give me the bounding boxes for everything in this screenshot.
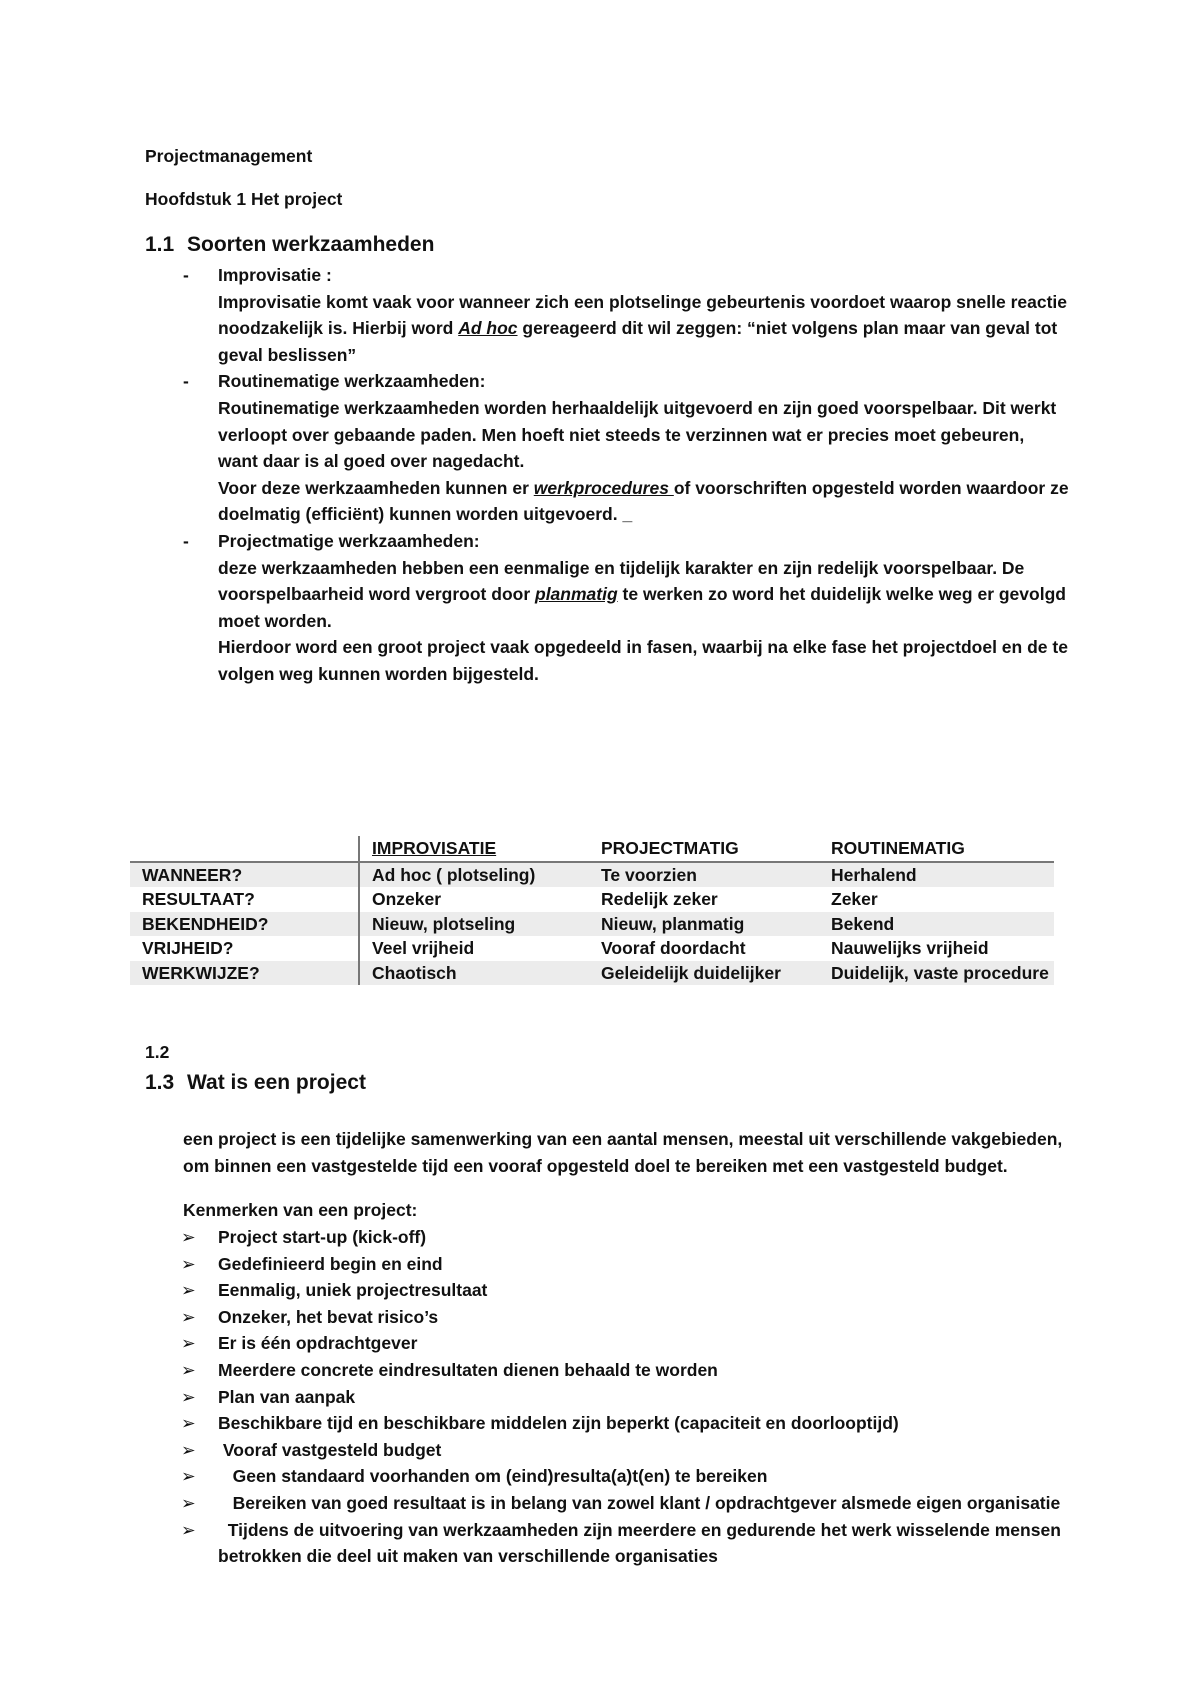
work-type-text-line <box>218 661 1073 688</box>
project-definition <box>183 1126 1073 1179</box>
characteristic-text: Gedefinieerd begin en eind <box>218 1253 443 1274</box>
table-cell: Vooraf doordacht <box>601 938 746 958</box>
section-1-3-heading <box>145 1071 366 1095</box>
row-label-cell: BEKENDHEID? <box>130 912 359 937</box>
characteristic-item <box>0 1277 1073 1304</box>
header-label: IMPROVISATIE <box>372 838 497 858</box>
arrow-bullet-icon: ➢ <box>181 1386 196 1407</box>
text-run: Improvisatie komt vaak voor wanneer zich een plotselinge gebeurtenis voordoet waarop snelle reactie <box>218 291 1068 312</box>
header-label: ROUTINEMATIG <box>831 838 965 858</box>
table-cell: Nieuw, plotseling <box>359 912 589 937</box>
table-header-cell <box>589 836 819 862</box>
arrow-bullet-icon: ➢ <box>181 1306 196 1327</box>
characteristics-title: Kenmerken van een project: <box>183 1200 418 1220</box>
characteristic-item <box>0 1357 1073 1384</box>
comparison-table <box>130 836 1054 985</box>
section-number: 1.1 <box>145 233 175 256</box>
characteristic-item <box>0 1517 1073 1570</box>
characteristic-item <box>0 1251 1073 1278</box>
table-cell: Nauwelijks vrijheid <box>831 938 989 958</box>
text-run: moet worden. <box>218 610 332 631</box>
table-cell: Duidelijk, vaste procedure <box>819 961 1054 986</box>
arrow-bullet-icon: ➢ <box>181 1413 196 1434</box>
characteristic-item <box>0 1224 1073 1251</box>
work-type-text-line <box>218 501 1073 528</box>
text-run: doelmatig (efficiënt) kunnen worden uitgevoerd. _ <box>218 504 633 525</box>
table-header-cell <box>130 836 359 862</box>
arrow-bullet-icon: ➢ <box>181 1227 196 1247</box>
arrow-bullet-icon: ➢ <box>181 1359 196 1380</box>
document-title: Projectmanagement <box>145 146 313 166</box>
table-cell: Nieuw, planmatig <box>589 912 819 937</box>
work-type-item <box>0 262 1073 368</box>
table-cell: Geleidelijk duidelijker <box>589 961 819 986</box>
text-run: te werken zo word het duidelijk welke weg er gevolgd <box>617 584 1066 605</box>
list-dash: - <box>183 371 189 392</box>
work-type-title: Projectmatige werkzaamheden: <box>218 530 480 551</box>
characteristic-text: Bereiken van goed resultaat is in belang van zowel klant / opdrachtgever alsmede eigen organisatie <box>218 1492 1061 1513</box>
work-type-item <box>0 528 1073 688</box>
row-label-cell: RESULTAAT? <box>130 887 359 912</box>
text-run: of voorschriften opgesteld worden waardoor ze <box>673 477 1069 498</box>
work-type-text-line <box>218 342 1073 369</box>
underlined-term: planmatig <box>535 584 618 605</box>
characteristic-item <box>0 1490 1073 1517</box>
text-run: verloopt over gebaande paden. Men hoeft niet steeds te verzinnen wat er precies moet gebeuren, <box>218 424 1025 445</box>
characteristic-text: Beschikbare tijd en beschikbare middelen zijn beperkt (capaciteit en doorlooptijd) <box>218 1413 899 1434</box>
work-type-text-line <box>218 475 1073 502</box>
arrow-bullet-icon: ➢ <box>181 1253 196 1274</box>
characteristic-item <box>0 1463 1073 1490</box>
work-type-text-line <box>218 395 1073 422</box>
row-label-cell: WERKWIJZE? <box>130 961 359 986</box>
text-run: Routinematige werkzaamheden worden herhaaldelijk uitgevoerd en zijn goed voorspelbaar. Dit werkt <box>218 397 1057 418</box>
row-label-cell: VRIJHEID? <box>130 936 359 961</box>
characteristic-item <box>0 1410 1073 1437</box>
arrow-bullet-icon: ➢ <box>181 1492 196 1513</box>
characteristic-item <box>0 1384 1073 1411</box>
underlined-term: werkprocedures <box>533 477 674 498</box>
table-header-row <box>130 836 1054 862</box>
characteristic-text: Project start-up (kick-off) <box>218 1227 427 1247</box>
work-type-title: Routinematige werkzaamheden: <box>218 371 486 392</box>
arrow-bullet-icon: ➢ <box>181 1466 196 1487</box>
row-label-cell: WANNEER? <box>130 862 359 888</box>
text-run: gereageerd dit wil zeggen: “niet volgens plan maar van geval tot <box>517 318 1058 339</box>
work-type-text-line <box>218 315 1073 342</box>
work-type-text-line <box>218 634 1073 661</box>
table-row <box>130 887 1054 912</box>
table-cell: Herhalend <box>819 862 1054 888</box>
characteristics-list <box>0 1224 1073 1570</box>
characteristic-item <box>0 1304 1073 1331</box>
work-type-text-line <box>218 555 1073 582</box>
list-dash: - <box>183 530 189 551</box>
table-header-cell <box>819 836 1054 862</box>
text-run: noodzakelijk is. Hierbij word <box>218 318 459 339</box>
characteristic-text: Vooraf vastgesteld budget <box>218 1439 442 1460</box>
table-cell: Ad hoc ( plotseling) <box>359 862 589 888</box>
arrow-bullet-icon: ➢ <box>181 1333 196 1354</box>
characteristic-text: Onzeker, het bevat risico’s <box>218 1306 439 1327</box>
text-run: geval beslissen” <box>218 344 357 365</box>
section-title: Soorten werkzaamheden <box>187 233 435 256</box>
characteristic-item <box>0 1330 1073 1357</box>
table-header-cell <box>359 836 589 862</box>
table-cell: Onzeker <box>372 889 442 909</box>
text-run: voorspelbaarheid word vergroot door <box>218 584 535 605</box>
characteristic-text: Geen standaard voorhanden om (eind)resulta(a)t(en) te bereiken <box>218 1466 768 1487</box>
list-dash: - <box>183 265 189 285</box>
table-cell: Chaotisch <box>359 961 589 986</box>
section-number: 1.3 <box>145 1071 175 1094</box>
section-1-1-heading <box>145 233 434 257</box>
work-types-list <box>0 262 1073 688</box>
table-row <box>130 961 1054 986</box>
table-cell: Zeker <box>831 889 878 909</box>
characteristic-text: Er is één opdrachtgever <box>218 1333 418 1354</box>
table-cell: Veel vrijheid <box>372 938 475 958</box>
characteristic-text: Meerdere concrete eindresultaten dienen behaald te worden <box>218 1359 718 1380</box>
definition-line: een project is een tijdelijke samenwerking van een aantal mensen, meestal uit verschillende vakgebieden, <box>183 1129 1063 1149</box>
table-cell: Bekend <box>819 912 1054 937</box>
chapter-title: Hoofdstuk 1 Het project <box>145 189 343 209</box>
work-type-text-line <box>218 581 1073 608</box>
table-row <box>130 862 1054 888</box>
characteristic-text: Plan van aanpak <box>218 1386 356 1407</box>
table-cell: Te voorzien <box>589 862 819 888</box>
arrow-bullet-icon: ➢ <box>181 1439 196 1460</box>
text-run: Voor deze werkzaamheden kunnen er <box>218 477 534 498</box>
text-run: volgen weg kunnen worden bijgesteld. <box>218 663 539 684</box>
characteristic-text: Tijdens de uitvoering van werkzaamheden zijn meerdere en gedurende het werk wisselende mensen betrokken die deel uit maken van verschillende organisaties <box>218 1519 1066 1567</box>
work-type-text-line <box>218 422 1073 449</box>
underlined-term: Ad hoc <box>458 318 518 339</box>
work-type-text-line <box>218 608 1073 635</box>
definition-line: om binnen een vastgestelde tijd een vooraf opgesteld doel te bereiken met een vastgesteld budget. <box>183 1155 1008 1176</box>
characteristic-text: Eenmalig, uniek projectresultaat <box>218 1280 488 1301</box>
arrow-bullet-icon: ➢ <box>181 1280 196 1301</box>
characteristic-item <box>0 1437 1073 1464</box>
text-run: deze werkzaamheden hebben een eenmalige en tijdelijk karakter en zijn redelijk voorspelbaar. De <box>218 557 1025 578</box>
section-title: Wat is een project <box>187 1071 366 1094</box>
table-cell: Redelijk zeker <box>601 889 718 909</box>
section-1-2-number: 1.2 <box>145 1042 170 1062</box>
work-type-text-line <box>218 448 1073 475</box>
work-type-text-line <box>218 289 1073 316</box>
work-type-title: Improvisatie : <box>218 265 332 285</box>
text-run: want daar is al goed over nagedacht. <box>218 451 525 472</box>
text-run: Hierdoor word een groot project vaak opgedeeld in fasen, waarbij na elke fase het projectdoel en de te <box>218 637 1068 658</box>
arrow-bullet-icon: ➢ <box>181 1519 196 1540</box>
table-row <box>130 936 1054 961</box>
work-type-item <box>0 368 1073 528</box>
header-label: PROJECTMATIG <box>601 838 739 858</box>
table-row <box>130 912 1054 937</box>
